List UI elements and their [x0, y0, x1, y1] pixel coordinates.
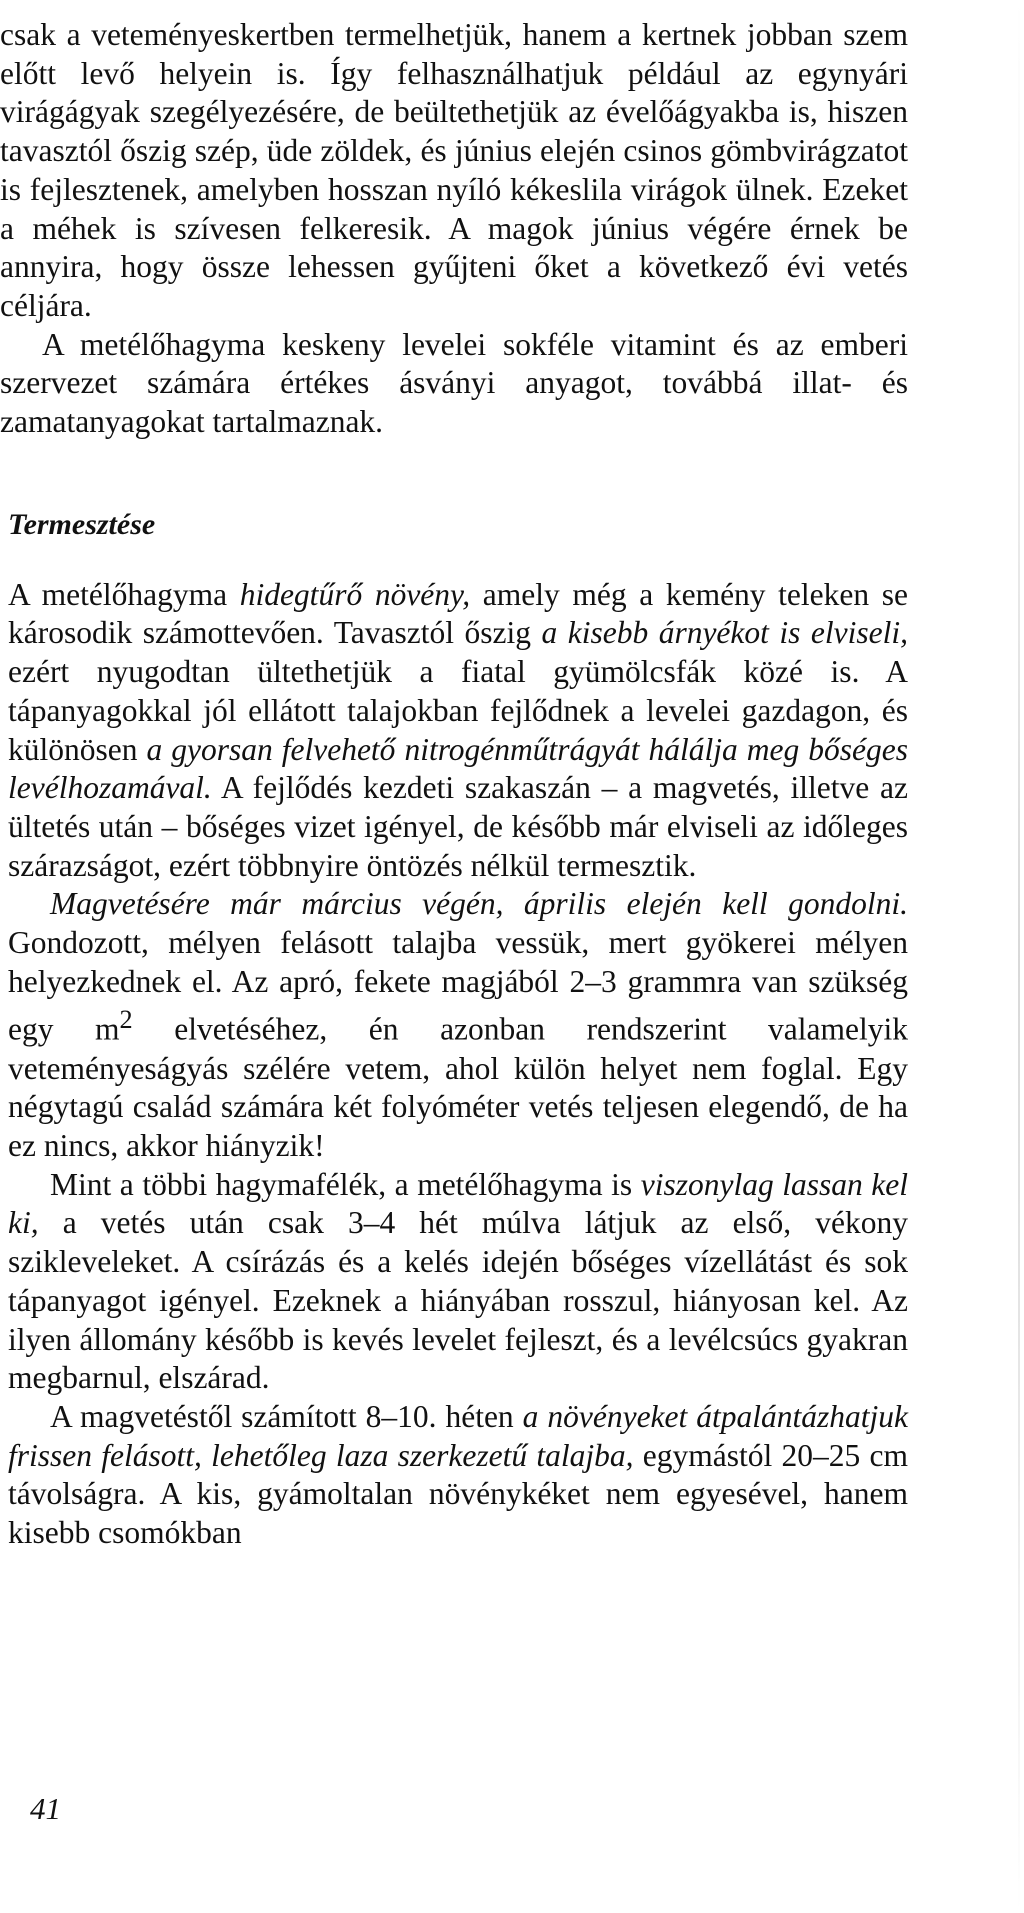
- text-run: A magvetéstől számított 8–10. héten: [50, 1399, 523, 1434]
- emphasis-text: a gyorsan felvehető nitrogénműtrágyát hálálja meg bőséges levélhozamával.: [8, 731, 908, 806]
- emphasis-text: hidegtűrő növény,: [239, 576, 471, 612]
- text-run: egymástól 20–25 cm távolságra. A kis, gyámoltalan növénykéket nem egyesével, hanem kisebb csomókban: [8, 1437, 908, 1551]
- paragraph-transplanting: [0, 1398, 908, 1553]
- paragraph-sowing: [0, 885, 908, 1165]
- page-number: 41: [30, 1791, 61, 1826]
- superscript: 2: [119, 1005, 133, 1035]
- text-run: Gondozott, mélyen felásott talajba vessük, mert gyökerei mélyen helyezkednek el. Az apró, fekete magjából 2–3 grammra van szükség egy m: [8, 925, 908, 1047]
- paragraph-cold-tolerance: [0, 576, 908, 886]
- body-text: [0, 16, 908, 1553]
- section-heading: Termesztése: [8, 507, 156, 541]
- text-run: A metélőhagyma: [8, 576, 240, 612]
- text-run: elvetéséhez, én azonban rendszerint valamelyik veteményeságyás szélére vetem, ahol külön helyet nem foglal. Egy négytagú család számára két folyóméter vetés teljesen elegendő, de ha ez nincs, akkor hiányzik!: [8, 1011, 909, 1164]
- paragraph-vitamins: A metélőhagyma keskeny levelei sokféle vitamint és az emberi szervezet számára értékes ásványi anyagot, továbbá illat- és zamatanyagokat tartalmaznak.: [0, 326, 908, 440]
- text-run: ezért nyugodtan ültethetjük a fiatal gyümölcsfák közé is. A tápanyagokkal jól ellátott talajokban fejlődnek a levelei gazdagon, és különösen: [8, 654, 908, 767]
- emphasis-text: Magvetésére már március végén, április elején kell gondolni.: [50, 886, 908, 922]
- text-run: amely még a kemény teleken se károsodik számottevően. Tavasztól őszig: [8, 576, 908, 651]
- text-run: Mint a többi hagymafélék, a metélőhagyma is: [50, 1166, 641, 1202]
- emphasis-text: a kisebb árnyékot is elviseli,: [541, 615, 908, 651]
- text-run: a vetés után csak 3–4 hét múlva látjuk az első, vékony szikleveleket. A csírázás és a kelés idején bőséges vízellátást és sok tápanyagot igényel. Ezeknek a hiányában rosszul, hiányosan kel. Az ilyen állomány később is kevés levelet fejleszt, és a levélcsúcs gyakran megbarnul, elszárad.: [8, 1205, 908, 1396]
- paragraph-continuation: csak a veteményeskertben termelhetjük, hanem a kertnek jobban szem előtt levő helyein is. Így felhasználhatjuk például az egynyári virágágyak szegélyezésére, de beültethetjük az évelőágyakba is, hiszen tavasztól őszig szép, üde zöldek, és június elején csinos gömbvirágzatot is fejlesztenek, amelyben hosszan nyíló kékeslila virágok ülnek. Ezeket a méhek is szívesen felkeresik. A magok június végére érnek be annyira, hogy össze lehessen gyűjteni őket a következő évi vetés céljára.: [0, 17, 908, 323]
- emphasis-text: viszonylag lassan kel ki,: [8, 1166, 909, 1241]
- text-run: A fejlődés kezdeti szakaszán – a magvetés, illetve az ültetés után – bőséges vizet igényel, de később már elviseli az időleges szárazságot, ezért többnyire öntözés nélkül termesztik.: [8, 770, 908, 883]
- scan-edge-shadow: [1018, 0, 1020, 1913]
- paragraph-germination: [0, 1166, 908, 1398]
- emphasis-text: a növényeket átpalántázhatjuk frissen felásott, lehetőleg laza szerkezetű talajba,: [8, 1399, 908, 1473]
